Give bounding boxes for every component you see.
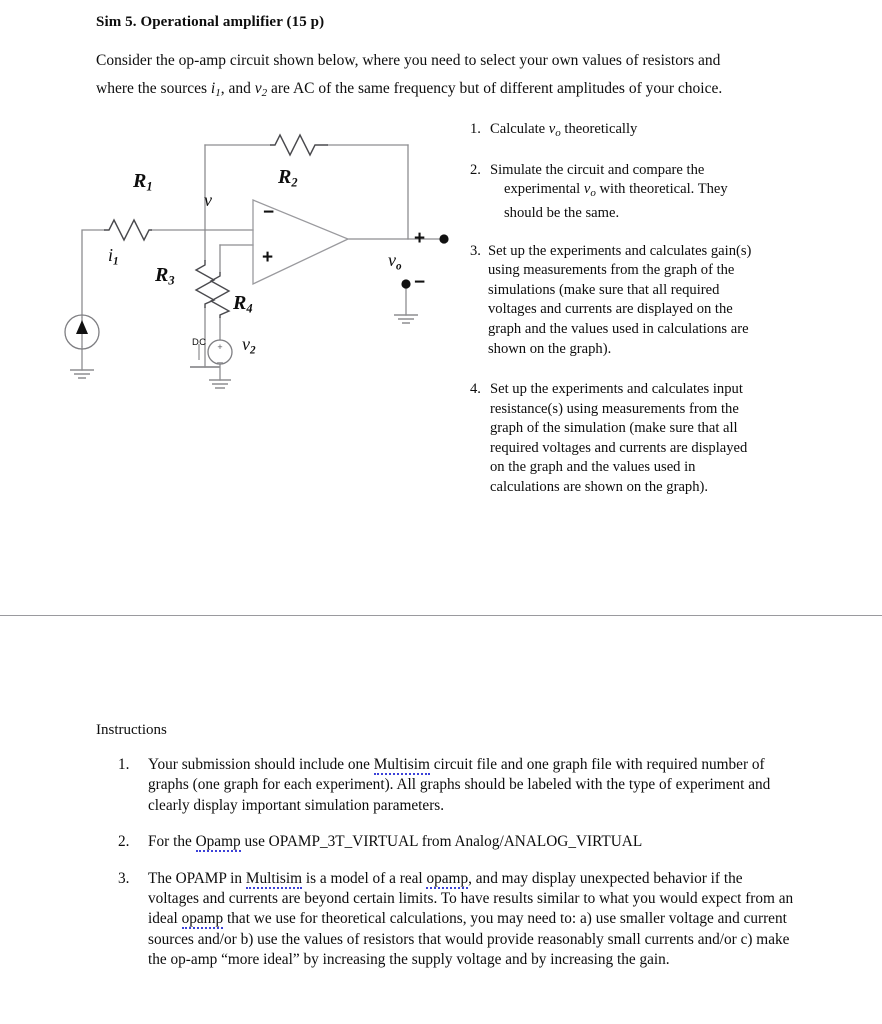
task-2-number: 2.	[470, 161, 481, 178]
instruction-3-misspelled-word-1: Multisim	[245, 869, 303, 887]
svg-text:+: +	[217, 342, 223, 352]
instruction-2-seg-1: For the	[148, 833, 196, 851]
label-dc-tag: DC	[192, 337, 207, 348]
output-terminal-negative	[401, 279, 410, 288]
task-2-line-3: should be the same.	[504, 204, 620, 221]
intro-line-2-text-a: where the sources	[96, 80, 208, 97]
task-3-line-2: using measurements from the graph of the	[488, 262, 735, 279]
task-2-line-1: Simulate the circuit and compare the	[490, 161, 705, 178]
resistor-R2-symbol	[270, 135, 328, 155]
opamp-circuit-diagram	[48, 112, 468, 392]
label-current-source: i1	[108, 245, 119, 268]
task-4-line-4: required voltages and currents are displayed	[490, 439, 748, 456]
intro-paragraph	[96, 47, 796, 107]
instruction-3-seg-1: The OPAMP in	[148, 869, 246, 887]
task-1-symbol-vo: $v_o$	[548, 121, 561, 140]
label-node-v: v	[204, 190, 212, 210]
intro-line-2	[96, 75, 796, 107]
current-source-i1-symbol	[65, 315, 99, 349]
task-list	[470, 120, 800, 511]
task-2-line-2	[490, 180, 800, 204]
instruction-1-number: 1.	[118, 756, 130, 773]
ground-output	[394, 315, 418, 323]
label-R4: R4	[233, 292, 253, 316]
instructions-heading: Instructions	[96, 722, 167, 738]
section-divider	[0, 615, 882, 616]
task-3-line-3: simulations (make sure that all required	[488, 281, 720, 298]
voltage-source-v2-symbol	[208, 340, 232, 364]
task-4-line-5: on the graph and the values used in	[490, 459, 696, 476]
task-3-number: 3.	[470, 242, 481, 259]
wire-isrc-to-r1	[82, 230, 104, 317]
task-item-1	[470, 120, 800, 144]
output-terminal-positive	[439, 234, 448, 243]
instruction-3-seg-3: , and may display unexpected behavior if the voltages and currents are beyond certain limits. To have results similar to what you would expect from an ideal	[148, 869, 794, 928]
instruction-2-misspelled-word: Opamp	[195, 833, 241, 851]
label-voltage-source: v2	[242, 334, 256, 357]
instruction-3-seg-4: that we use for theoretical calculations, you may need to: a) use smaller voltage and current sources and/or b) use the values of resistors that would provide reasonably small currents and/or c) make the op-amp “more ideal” by increasing the supply voltage and by increasing the gain.	[148, 910, 790, 969]
task-1-number: 1.	[470, 121, 481, 137]
instruction-item-1	[96, 755, 796, 816]
task-item-4	[470, 380, 800, 498]
task-4-line-2: resistance(s) using measurements from the	[490, 400, 739, 417]
label-R3: R3	[155, 264, 175, 288]
output-plus-sign: +	[414, 228, 426, 249]
intro-line-2-text-b: are AC of the same frequency but of different amplitudes of your choice.	[271, 80, 723, 97]
label-R1: R1	[133, 170, 153, 194]
intro-symbol-i1: $i_1$	[210, 80, 221, 100]
task-2-text-a: experimental	[504, 181, 581, 198]
intro-line-1: Consider the op-amp circuit shown below, where you need to select your own values of resistors and	[96, 52, 721, 69]
label-output-voltage: vo	[388, 250, 402, 273]
task-item-2	[470, 161, 800, 224]
instruction-1-seg-1: Your submission should include one	[148, 756, 374, 773]
task-4-number: 4.	[470, 381, 481, 398]
task-2-text-b: with theoretical. They	[599, 181, 728, 198]
resistor-R1-symbol	[104, 220, 152, 240]
task-2-symbol-vo: $v_o$	[583, 181, 596, 200]
opamp-noninverting-sign: +	[262, 247, 274, 268]
resistor-R4-symbol	[211, 272, 229, 318]
instruction-3-misspelled-word-3: opamp	[181, 910, 224, 928]
task-3-line-6: shown on the graph).	[488, 340, 612, 357]
instructions-list	[96, 755, 796, 987]
task-3-line-5: graph and the values used in calculations are	[488, 320, 749, 337]
task-3-line-4: voltages and currents are displayed on the	[488, 301, 733, 318]
ground-isrc	[70, 370, 94, 378]
ground-dcsrc	[209, 380, 231, 388]
instruction-item-2	[96, 832, 796, 852]
instruction-2-number: 2.	[118, 833, 130, 851]
task-3-line-1: Set up the experiments and calculates gain(s)	[488, 242, 752, 259]
label-R2: R2	[278, 166, 298, 190]
task-1-text-a: Calculate	[490, 121, 546, 137]
task-4-line-1: Set up the experiments and calculates input	[490, 381, 743, 398]
task-4-line-3: graph of the simulation (make sure that all	[490, 420, 738, 437]
instruction-3-number: 3.	[118, 869, 130, 887]
page-title: Sim 5. Operational amplifier (15 p)	[96, 14, 325, 30]
instruction-2-seg-2: use OPAMP_3T_VIRTUAL from Analog/ANALOG_VIRTUAL	[240, 833, 643, 851]
task-4-line-6: calculations are shown on the graph).	[490, 479, 709, 496]
instruction-3-seg-2: is a model of a real	[302, 869, 427, 887]
task-item-3	[470, 242, 800, 360]
instruction-1-seg-2: circuit file and one graph file with required number of graphs (one graph for each experiment). All graphs should be labeled with the type of experiment and clearly display important simulation parameters.	[148, 756, 771, 814]
instruction-item-3	[96, 869, 796, 971]
intro-line-2-and: , and	[220, 80, 251, 97]
opamp-inverting-sign: −	[263, 202, 275, 223]
instruction-1-misspelled-word: Multisim	[373, 756, 430, 773]
output-minus-sign: −	[414, 272, 426, 293]
svg-text:_: _	[217, 353, 223, 364]
instruction-3-misspelled-word-2: opamp	[426, 869, 469, 887]
intro-symbol-v2: $v_2$	[254, 80, 268, 100]
task-1-text-b: theoretically	[564, 121, 638, 137]
